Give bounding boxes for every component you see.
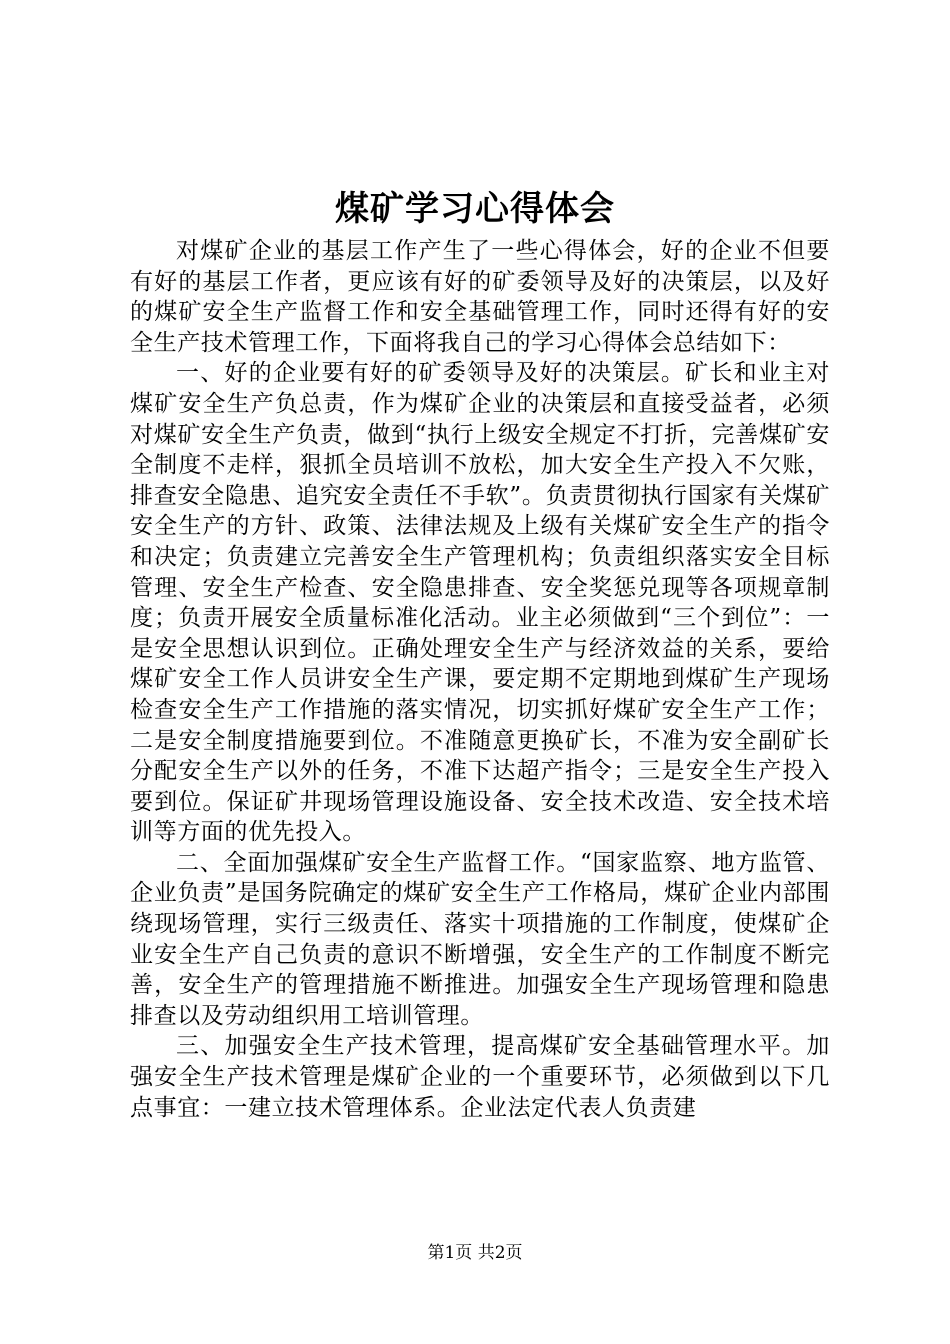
document-body — [130, 236, 830, 1123]
paragraph-section-2: 二、全面加强煤矿安全生产监督工作。“国家监察、地方监管、企业负责”是国务院确定的煤矿安全生产工作格局，煤矿企业内部围绕现场管理，实行三级责任、落实十项措施的工作制度，使煤矿企业安全生产自己负责的意识不断增强，安全生产的工作制度不断完善，安全生产的管理措施不断推进。加强安全生产现场管理和隐患排查以及劳动组织用工培训管理。 — [130, 849, 830, 1029]
document-title: 煤矿学习心得体会 — [335, 189, 615, 229]
page-number-footer: 第1页 共2页 — [427, 1243, 523, 1263]
paragraph-section-3: 三、加强安全生产技术管理，提高煤矿安全基础管理水平。加强安全生产技术管理是煤矿企业的一个重要环节，必须做到以下几点事宜：一建立技术管理体系。企业法定代表人负责建 — [130, 1033, 830, 1121]
paragraph-section-1: 一、好的企业要有好的矿委领导及好的决策层。矿长和业主对煤矿安全生产负总责，作为煤矿企业的决策层和直接受益者，必须对煤矿安全生产负责，做到“执行上级安全规定不打折，完善煤矿安全制度不走样，狠抓全员培训不放松，加大安全生产投入不欠账，排查安全隐患、追究安全责任不手软”。负责贯彻执行国家有关煤矿安全生产的方针、政策、法律法规及上级有关煤矿安全生产的指令和决定；负责建立完善安全生产管理机构；负责组织落实安全目标管理、安全生产检查、安全隐患排查、安全奖惩兑现等各项规章制度；负责开展安全质量标准化活动。业主必须做到“三个到位”：一是安全思想认识到位。正确处理安全生产与经济效益的关系，要给煤矿安全工作人员讲安全生产课，要定期不定期地到煤矿生产现场检查安全生产工作措施的落实情况，切实抓好煤矿安全生产工作；二是安全制度措施要到位。不准随意更换矿长，不准为安全副矿长分配安全生产以外的任务，不准下达超产指令；三是安全生产投入要到位。保证矿井现场管理设施设备、安全技术改造、安全技术培训等方面的优先投入。 — [130, 360, 830, 846]
paragraph-intro: 对煤矿企业的基层工作产生了一些心得体会，好的企业不但要有好的基层工作者，更应该有好的矿委领导及好的决策层，以及好的煤矿安全生产监督工作和安全基础管理工作，同时还得有好的安全生产技术管理工作，下面将我自己的学习心得体会总结如下： — [130, 238, 830, 356]
